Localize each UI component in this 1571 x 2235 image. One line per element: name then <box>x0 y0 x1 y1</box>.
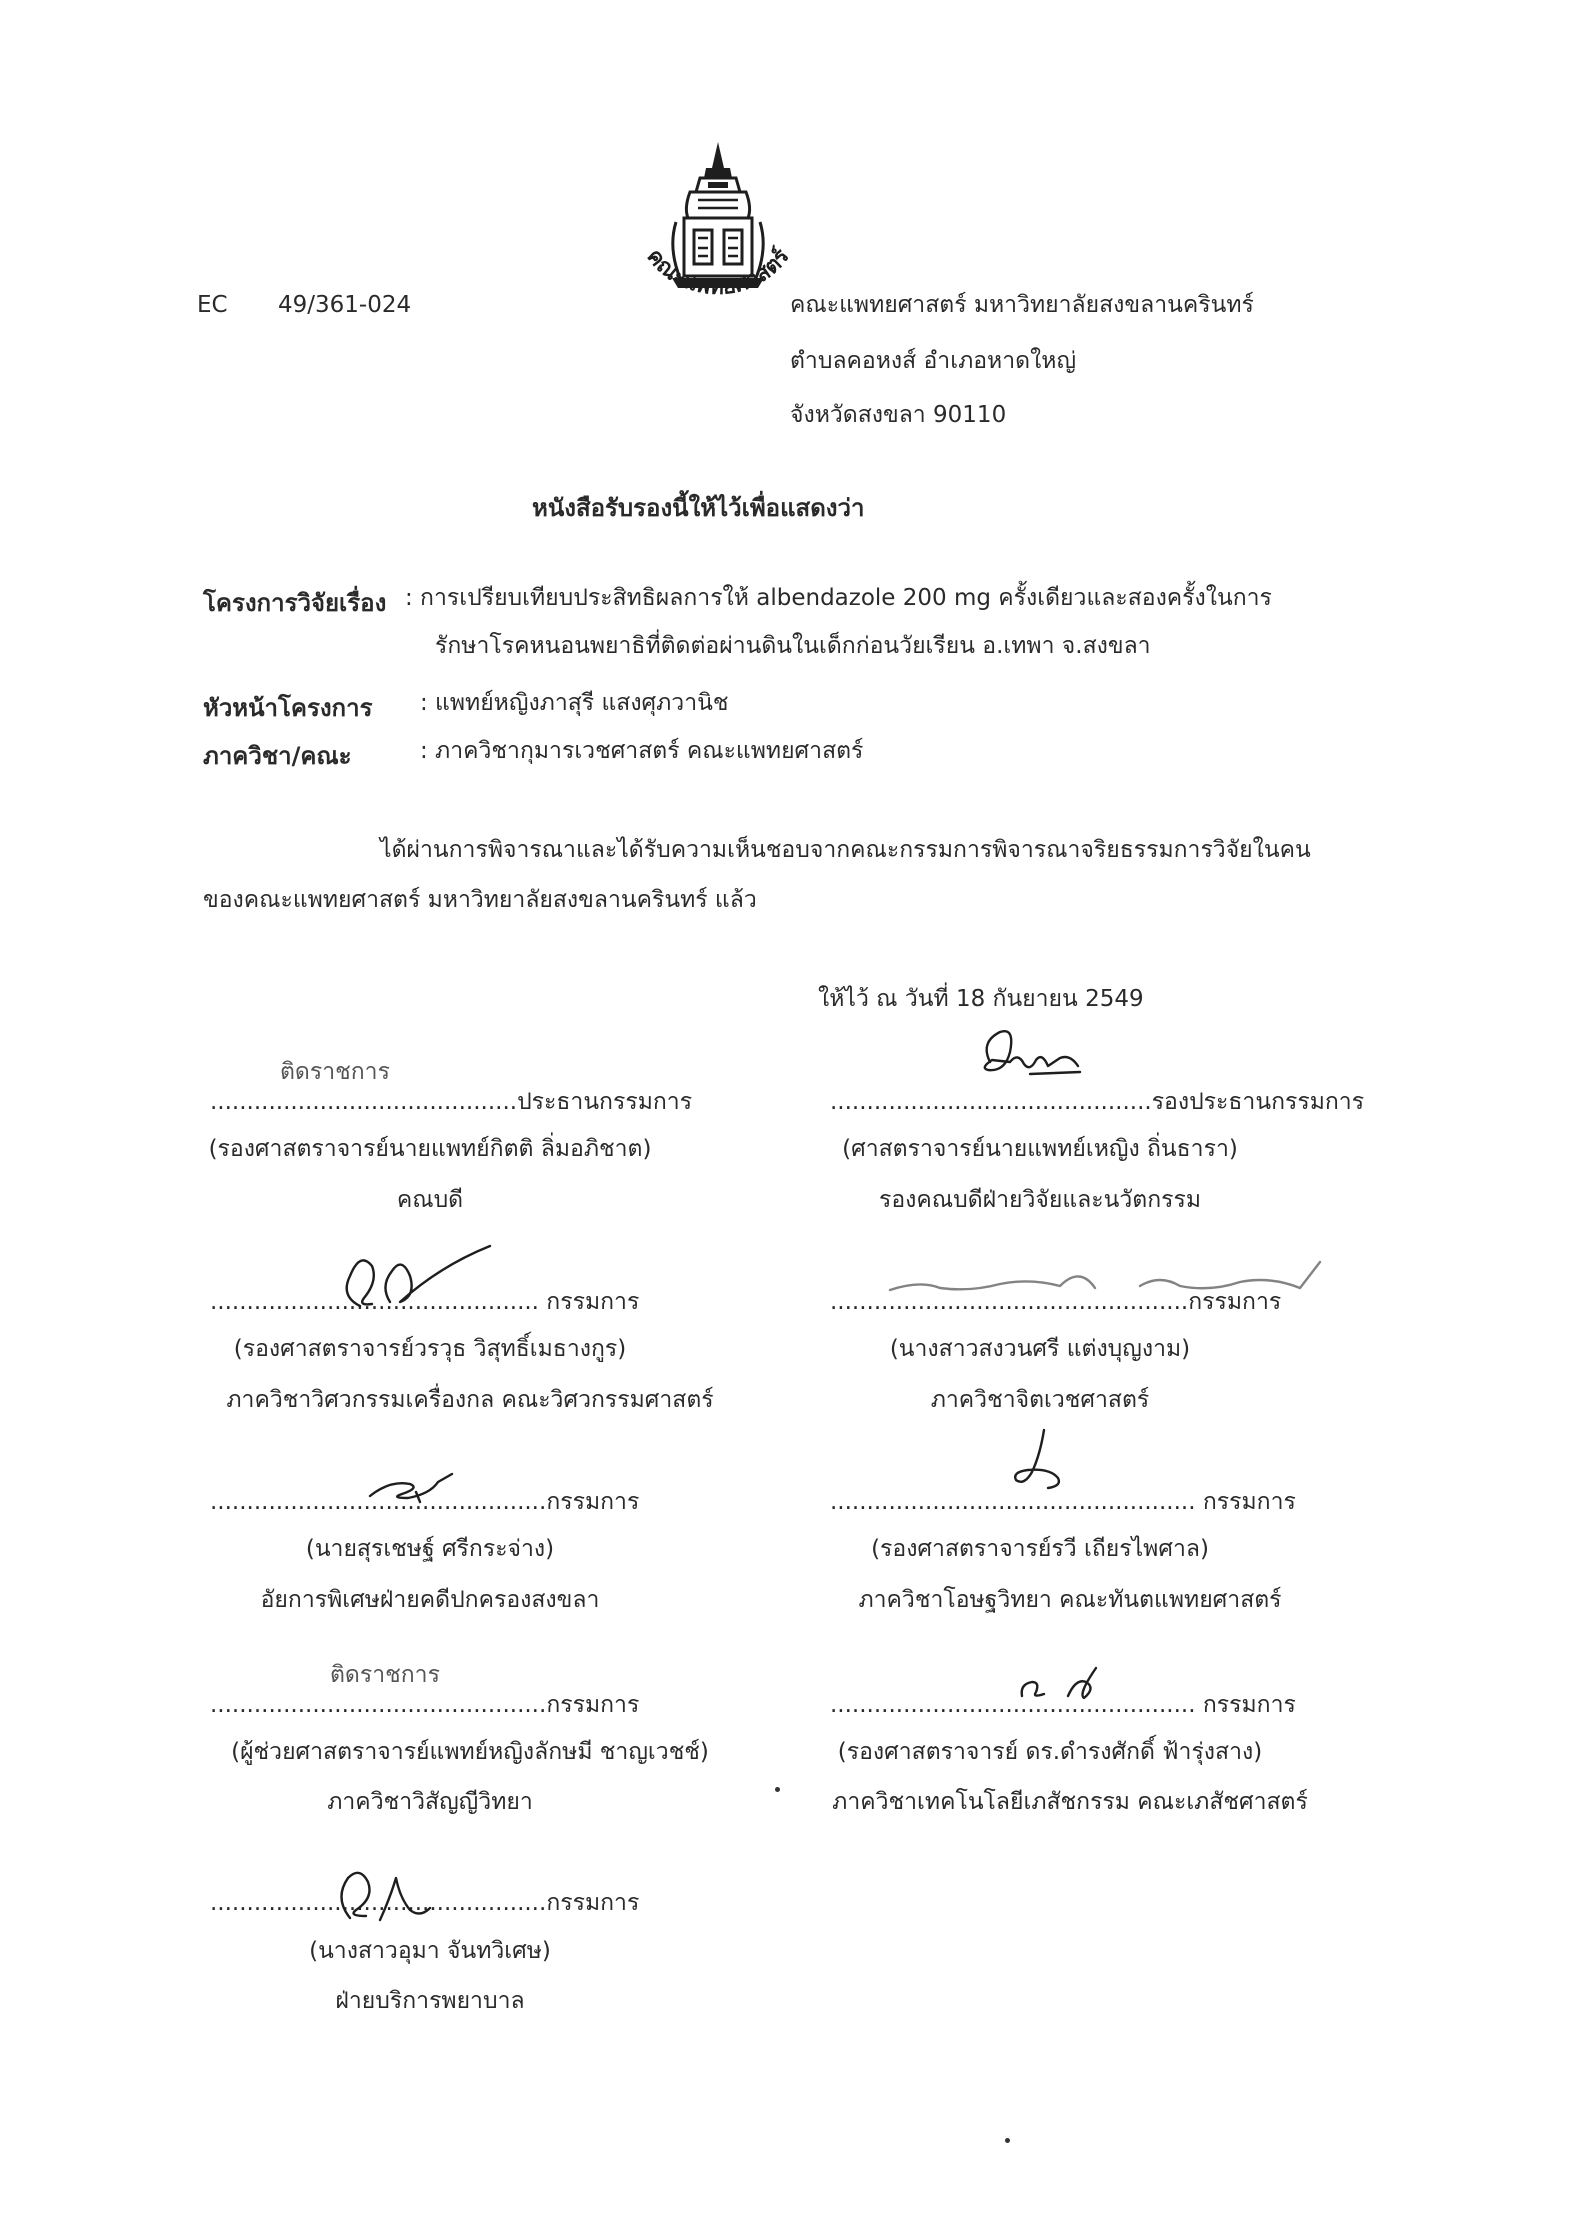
signatory-position: อัยการพิเศษฝ่ายคดีปกครองสงขลา <box>260 1587 600 1613</box>
signature-line <box>210 1487 639 1517</box>
absence-note: ติดราชการ <box>280 1059 390 1085</box>
address-line-2: ตำบลคอหงส์ อำเภอหาดใหญ่ <box>790 348 1077 374</box>
reference-code: EC <box>197 292 228 318</box>
signature-line <box>830 1690 1296 1720</box>
department-label: ภาควิชา/คณะ <box>203 742 352 770</box>
signatory-role: กรรมการ <box>1195 1489 1296 1515</box>
absence-note: ติดราชการ <box>330 1662 440 1688</box>
issue-date: ให้ไว้ ณ วันที่ 18 กันยายน 2549 <box>818 986 1144 1012</box>
signatory-position: ภาควิชาวิศวกรรมเครื่องกล คณะวิศวกรรมศาสตร์ <box>226 1387 714 1413</box>
signature-line <box>210 1287 639 1317</box>
signatory-name: (รองศาสตราจารย์รวี เถียรไพศาล) <box>871 1536 1209 1562</box>
signatory-position: ภาควิชาเทคโนโลยีเภสัชกรรม คณะเภสัชศาสตร์ <box>832 1789 1308 1815</box>
signatory-position: คณบดี <box>396 1187 464 1213</box>
signatory-role: รองประธานกรรมการ <box>1151 1089 1365 1115</box>
svg-text:คณะแพทยศาสตร์ <box>641 244 794 300</box>
signatory-name: (รองศาสตราจารย์นายแพทย์กิตติ ลิ่มอภิชาต) <box>208 1136 652 1162</box>
signatory-name: (นางสาวสงวนศรี แต่งบุญงาม) <box>889 1336 1191 1362</box>
signature-line <box>830 1087 1364 1117</box>
signatory-name: (นางสาวอุมา จันทวิเศษ) <box>309 1938 551 1964</box>
signature-dots: .................................................. <box>830 1692 1196 1718</box>
project-title-line-1: : การเปรียบเทียบประสิทธิผลการให้ albendazole 200 mg ครั้งเดียวและสองครั้งในการ <box>405 585 1272 611</box>
signature-line <box>210 1888 639 1918</box>
signatory-position: ภาควิชาโอษฐวิทยา คณะทันตแพทยศาสตร์ <box>858 1587 1282 1613</box>
project-head-value: : แพทย์หญิงภาสุรี แสงศุภวานิช <box>420 690 729 716</box>
signatory-position: รองคณบดีฝ่ายวิจัยและนวัตกรรม <box>878 1187 1202 1213</box>
signature-dots: .................................................. <box>830 1489 1196 1515</box>
seal-text: คณะแพทยศาสตร์ <box>641 244 795 301</box>
scan-speck <box>775 1787 780 1792</box>
signature-dots: .............................................. <box>210 1692 547 1718</box>
signatory-role: กรรมการ <box>546 1489 640 1515</box>
signature-line <box>210 1087 692 1117</box>
signatory-role: กรรมการ <box>546 1692 640 1718</box>
approval-text-line-2: ของคณะแพทยศาสตร์ มหาวิทยาลัยสงขลานครินทร์ แล้ว <box>203 887 757 913</box>
signature-line <box>830 1287 1281 1317</box>
signature-handwriting <box>970 1022 1090 1092</box>
university-seal-logo <box>628 138 808 323</box>
project-head-label: หัวหน้าโครงการ <box>203 694 373 722</box>
signatory-position: ภาควิชาจิตเวชศาสตร์ <box>930 1387 1150 1413</box>
signature-dots: ................................................. <box>830 1289 1189 1315</box>
scan-speck <box>1005 2138 1010 2143</box>
address-line-1: คณะแพทยศาสตร์ มหาวิทยาลัยสงขลานครินทร์ <box>790 292 1254 318</box>
signature-dots: .............................................. <box>210 1890 547 1916</box>
signatory-role: ประธานกรรมการ <box>517 1089 693 1115</box>
signature-dots: .............................................. <box>210 1489 547 1515</box>
department-value: : ภาควิชากุมารเวชศาสตร์ คณะแพทยศาสตร์ <box>420 738 864 764</box>
signatory-name: (นายสุรเชษฐ์ ศรีกระจ่าง) <box>305 1536 555 1562</box>
signatory-role: กรรมการ <box>539 1289 640 1315</box>
signatory-name: (ผู้ช่วยศาสตราจารย์แพทย์หญิงลักษมี ชาญเวชช์) <box>231 1739 709 1765</box>
project-label: โครงการวิจัยเรื่อง <box>203 589 387 617</box>
address-line-3: จังหวัดสงขลา 90110 <box>790 402 1007 428</box>
signatory-name: (รองศาสตราจารย์วรวุธ วิสุทธิ์เมธางกูร) <box>233 1336 627 1362</box>
signature-dots: ............................................. <box>210 1289 539 1315</box>
document-title: หนังสือรับรองนี้ให้ไว้เพื่อแสดงว่า <box>532 494 865 522</box>
signatory-role: กรรมการ <box>1195 1692 1296 1718</box>
signature-line <box>830 1487 1296 1517</box>
signature-line <box>210 1690 639 1720</box>
reference-number: 49/361-024 <box>278 292 412 318</box>
approval-text-line-1: ได้ผ่านการพิจารณาและได้รับความเห็นชอบจากคณะกรรมการพิจารณาจริยธรรมการวิจัยในคน <box>380 837 1311 863</box>
signatory-name: (รองศาสตราจารย์ ดร.ดำรงศักดิ์ ฟ้ารุ่งสาง) <box>837 1739 1263 1765</box>
signatory-role: กรรมการ <box>546 1890 640 1916</box>
project-title-line-2: รักษาโรคหนอนพยาธิที่ติดต่อผ่านดินในเด็กก่อนวัยเรียน อ.เทพา จ.สงขลา <box>435 633 1151 659</box>
signatory-position: ฝ่ายบริการพยาบาล <box>335 1988 525 2014</box>
signature-dots: .......................................... <box>210 1089 518 1115</box>
signatory-position: ภาควิชาวิสัญญีวิทยา <box>327 1789 533 1815</box>
signatory-name: (ศาสตราจารย์นายแพทย์เหญิง ถิ่นธารา) <box>842 1136 1238 1162</box>
signature-dots: ............................................ <box>830 1089 1152 1115</box>
signatory-role: กรรมการ <box>1188 1289 1282 1315</box>
